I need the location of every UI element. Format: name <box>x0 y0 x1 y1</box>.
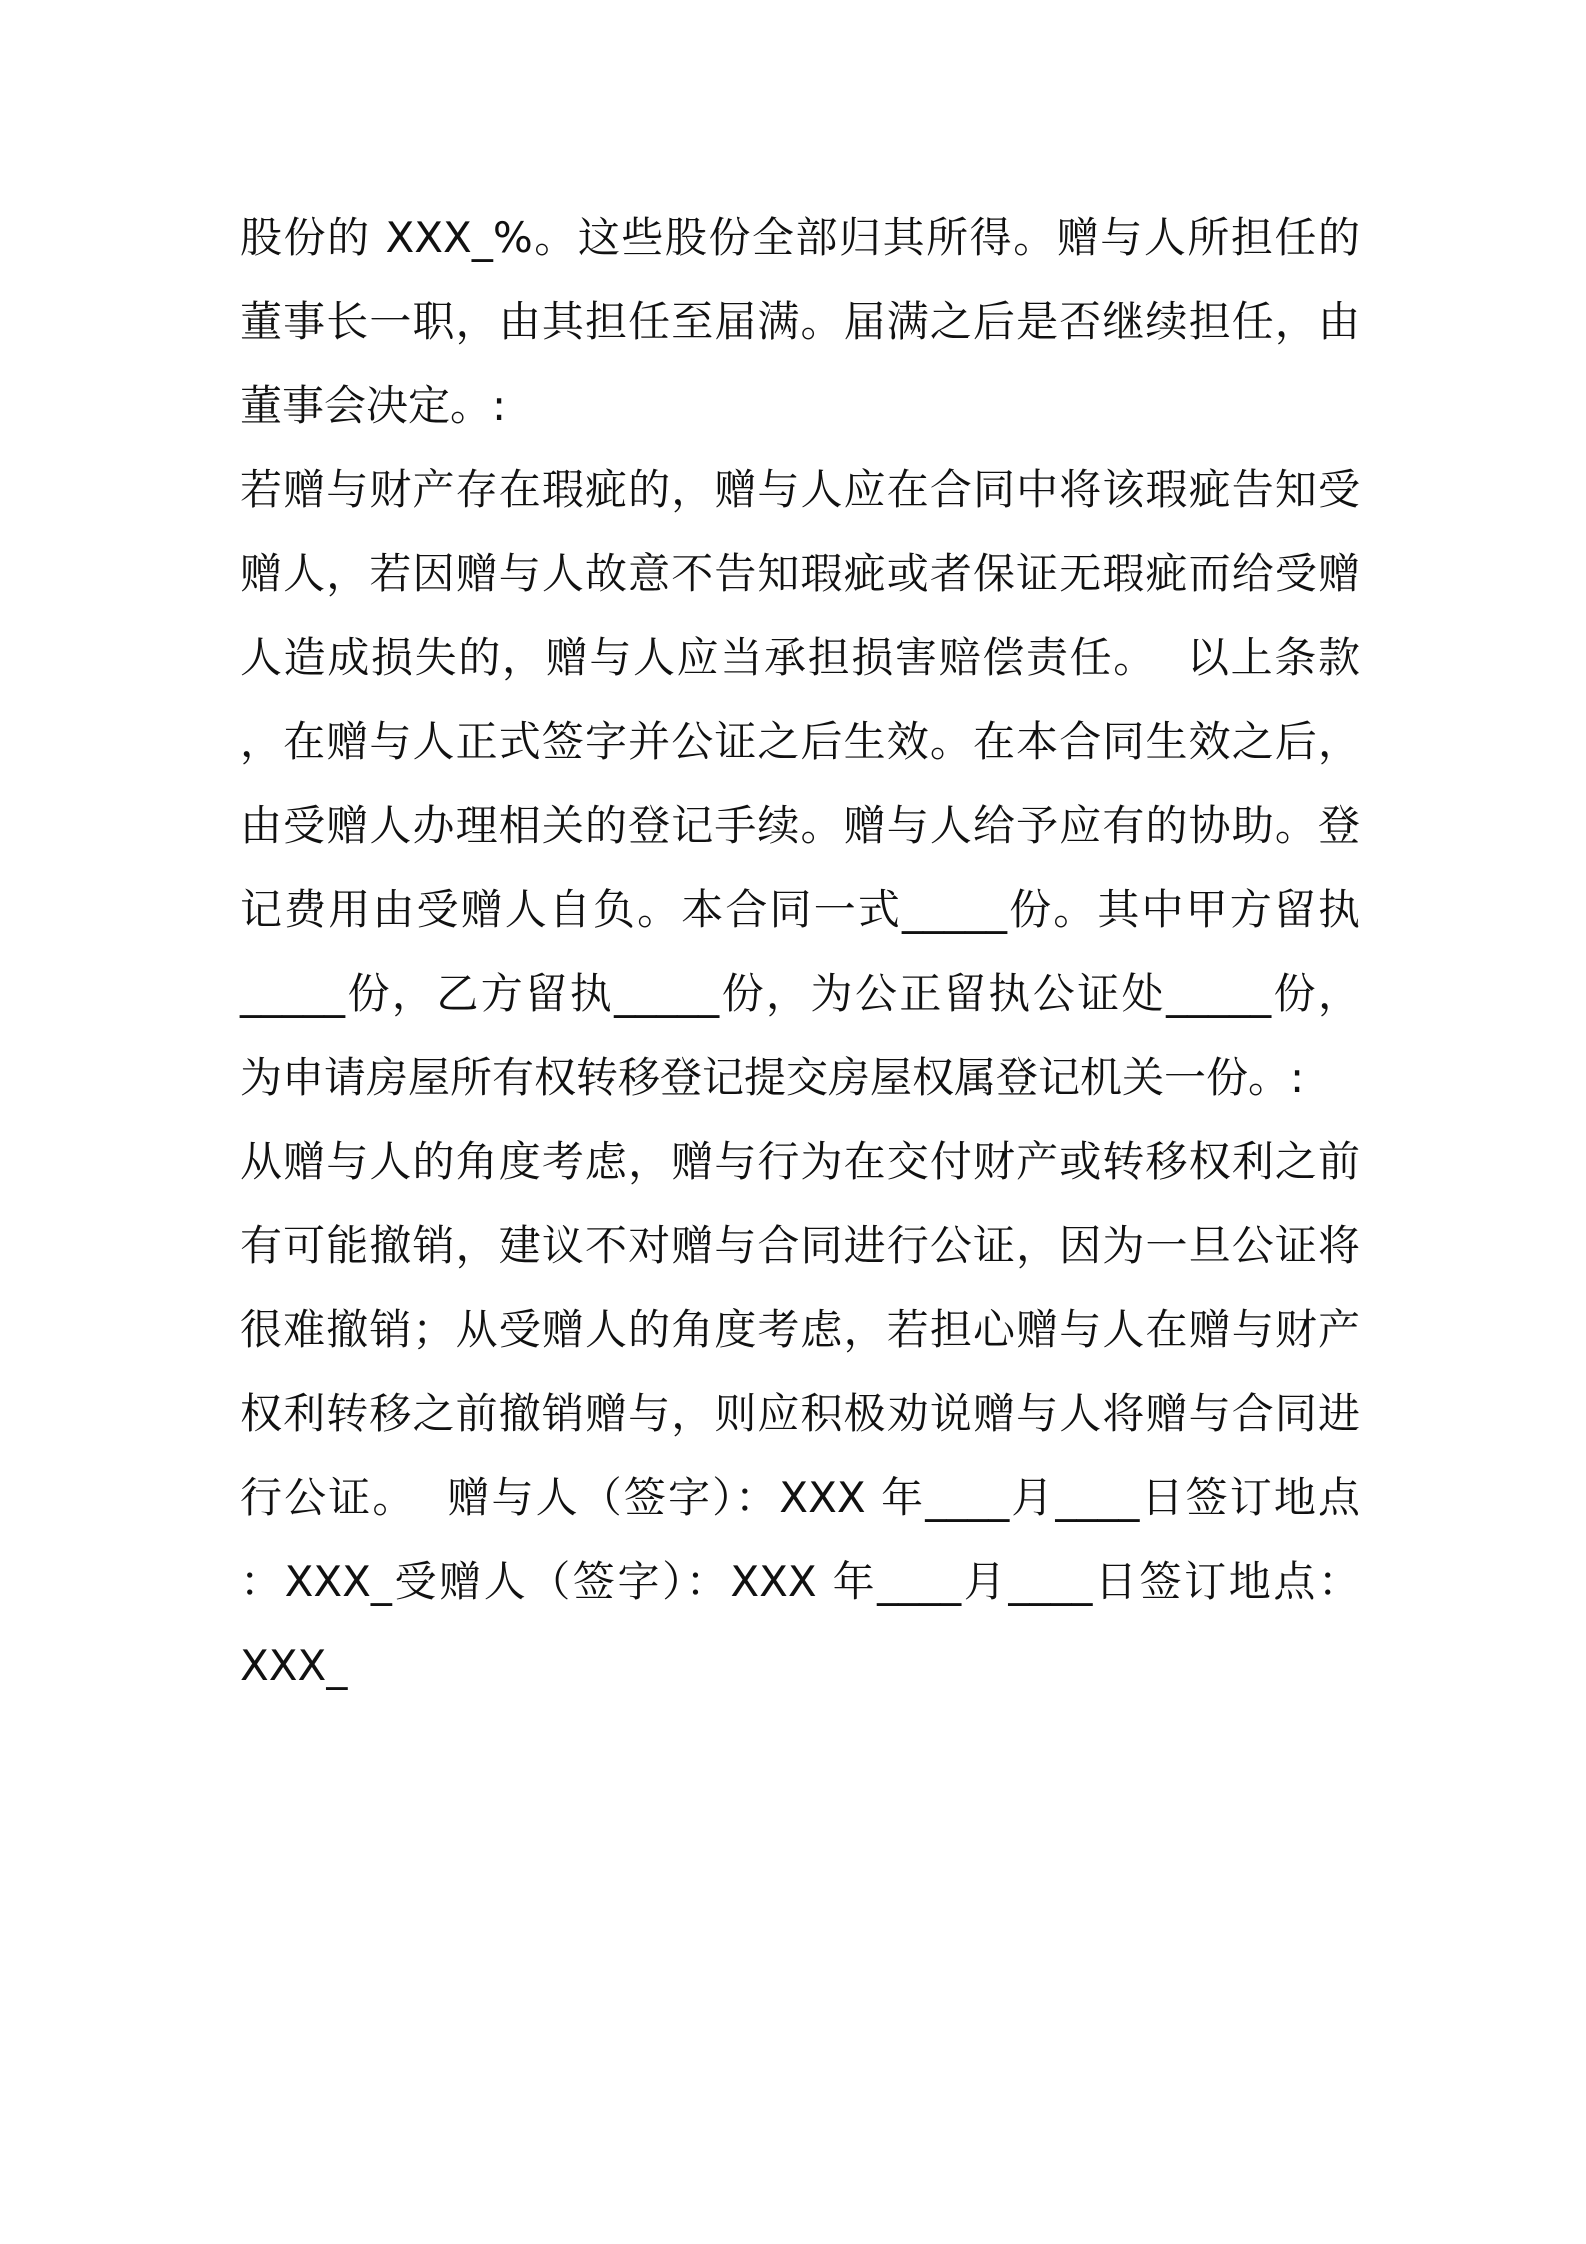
text-line-18: XXX_ <box>240 1641 348 1690</box>
text-line-17: ：XXX_受赠人（签字）：XXX 年____月____日签订地点： <box>240 1557 1360 1606</box>
text-line-3: 董事会决定。: <box>240 381 507 430</box>
text-line-8: 由受赠人办理相关的登记手续。赠与人给予应有的协助。登 <box>240 801 1360 850</box>
text-line-7: ，在赠与人正式签字并公证之后生效。在本合同生效之后， <box>240 717 1360 766</box>
text-line-4: 若赠与财产存在瑕疵的，赠与人应在合同中将该瑕疵告知受 <box>240 465 1360 514</box>
text-line-6: 人造成损失的，赠与人应当承担损害赔偿责任。 以上条款 <box>240 633 1360 682</box>
text-line-9: 记费用由受赠人自负。本合同一式_____份。其中甲方留执 <box>240 885 1360 934</box>
text-line-5: 赠人，若因赠与人故意不告知瑕疵或者保证无瑕疵而给受赠 <box>240 549 1360 598</box>
text-line-12: 从赠与人的角度考虑，赠与行为在交付财产或转移权利之前 <box>240 1137 1360 1186</box>
document-body <box>240 196 1360 1708</box>
text-line-11: 为申请房屋所有权转移登记提交房屋权属登记机关一份。: <box>240 1053 1305 1102</box>
text-line-10: _____份，乙方留执_____份，为公正留执公证处_____份， <box>240 969 1360 1018</box>
text-line-16: 行公证。 赠与人（签字）：XXX 年____月____日签订地点 <box>240 1473 1360 1522</box>
text-line-13: 有可能撤销，建议不对赠与合同进行公证，因为一旦公证将 <box>240 1221 1360 1270</box>
text-line-2: 董事长一职，由其担任至届满。届满之后是否继续担任，由 <box>240 297 1360 346</box>
text-line-15: 权利转移之前撤销赠与，则应积极劝说赠与人将赠与合同进 <box>240 1389 1360 1438</box>
text-line-1: 股份的 XXX_%。这些股份全部归其所得。赠与人所担任的 <box>240 213 1360 262</box>
text-line-14: 很难撤销；从受赠人的角度考虑，若担心赠与人在赠与财产 <box>240 1305 1360 1354</box>
